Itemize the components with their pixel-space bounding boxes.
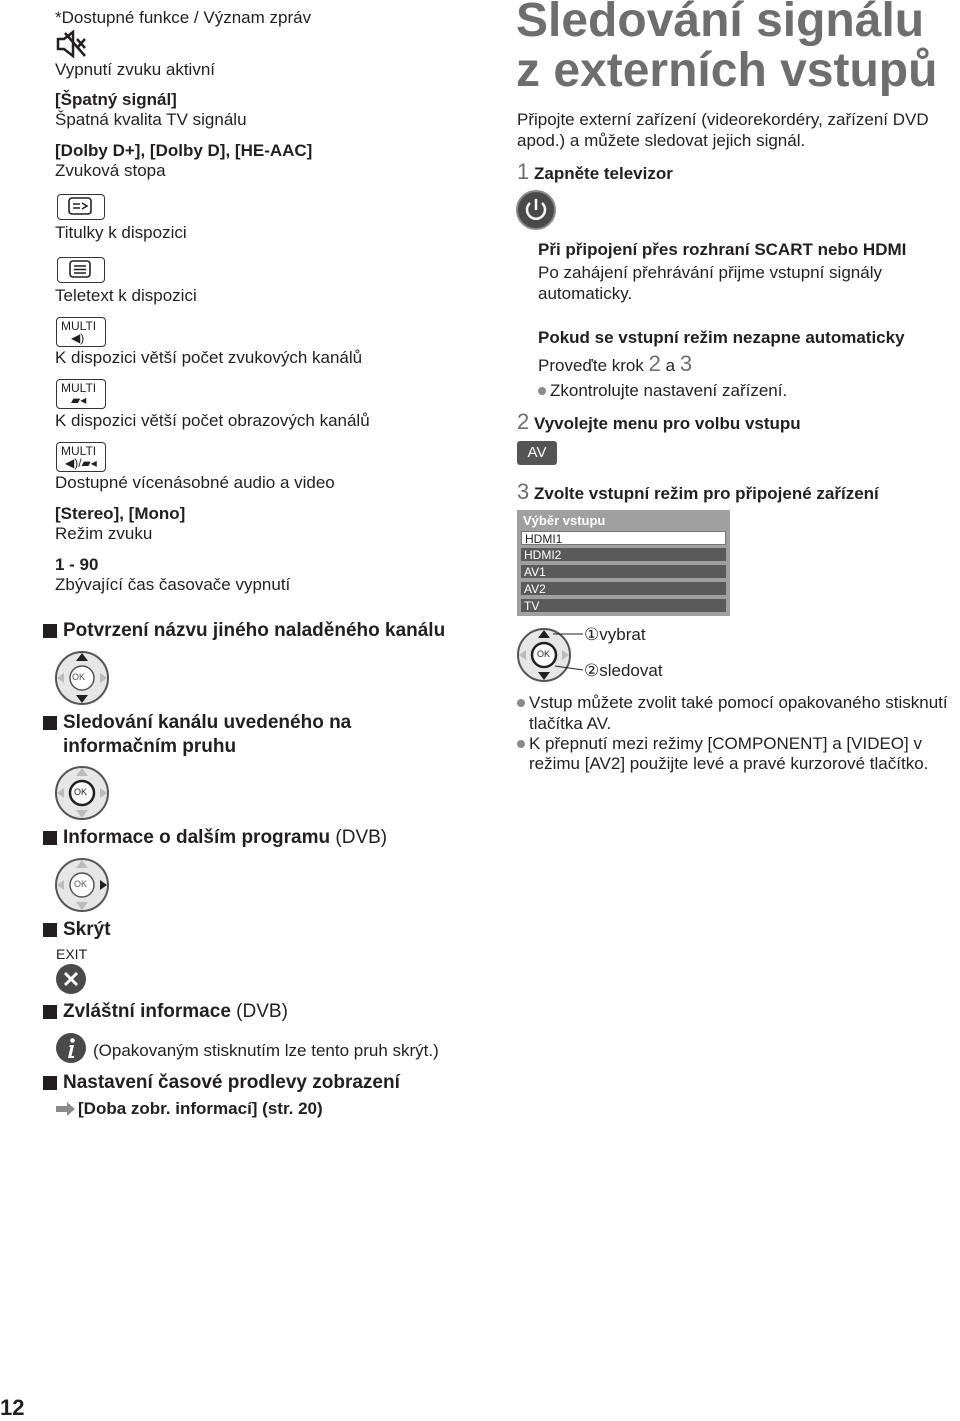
multi-video-text: K dispozici větší počet obrazových kanálů: [55, 411, 370, 430]
menu-title: Výběr vstupu: [523, 513, 606, 528]
intro-line1: Připojte externí zařízení (videorekordéry, zařízení DVD: [517, 110, 929, 129]
subtitles-text: Titulky k dispozici: [55, 223, 187, 242]
section-marker: [43, 1005, 57, 1019]
page-title-line2: z externích vstupů: [516, 44, 938, 97]
section-title-next-program: Informace o dalším programu (DVB): [63, 827, 388, 848]
reference-arrow-icon: [56, 1102, 76, 1116]
section-title-special-info: Zvláštní informace (DVB): [63, 1001, 288, 1022]
step1-heading: 1 Zapněte televizor: [517, 159, 673, 184]
mute-speaker-icon: [55, 30, 89, 58]
noauto-check: Zkontrolujte nastavení zařízení.: [538, 380, 787, 401]
multi-video-icon: [56, 379, 106, 409]
section-title-info-bar-line2: informačním pruhu: [63, 736, 237, 757]
power-button-icon: [516, 190, 558, 232]
menu-item-hdmi2[interactable]: HDMI2: [521, 548, 726, 562]
ok-label: OK: [72, 672, 86, 682]
multi-label: MULTI: [61, 381, 97, 395]
input-selection-menu: [517, 510, 730, 616]
section-marker: [43, 831, 57, 845]
teletext-text: Teletext k dispozici: [55, 286, 197, 305]
bad-signal-text: Špatná kvalita TV signálu: [55, 110, 247, 129]
section-title-hide: Skrýt: [63, 919, 111, 940]
multi-label: MULTI: [61, 319, 97, 333]
timer-text: Zbývající čas časovače vypnutí: [55, 575, 291, 594]
ok-label: OK: [537, 649, 551, 659]
dolby-label: [Dolby D+], [Dolby D], [HE-AAC]: [55, 141, 313, 160]
watch-callout: ②sledovat: [584, 661, 663, 680]
mute-text: Vypnutí zvuku aktivní: [55, 60, 216, 79]
step2-heading: 2 Vyvolejte menu pro volbu vstupu: [517, 409, 801, 434]
page-title-line1: Sledování signálu: [516, 0, 925, 47]
scart-line1: Po zahájení přehrávání přijme vstupní signály: [538, 263, 882, 282]
multi-audio-text: K dispozici větší počet zvukových kanálů: [55, 348, 363, 367]
section-title-info-bar-line1: Sledování kanálu uvedeného na: [63, 712, 352, 733]
stereo-label: [Stereo], [Mono]: [55, 504, 186, 523]
note1-line2: tlačítka AV.: [529, 714, 612, 733]
multi-audio-icon: [56, 317, 106, 347]
section-marker: [43, 624, 57, 638]
menu-item-av1[interactable]: AV1: [521, 565, 726, 579]
info-button-icon: [55, 1032, 89, 1066]
noauto-instruction: Proveďte krok 2 a 3: [538, 351, 693, 376]
ok-label: OK: [74, 879, 88, 889]
stereo-text: Režim zvuku: [55, 524, 153, 543]
bad-signal-label: [Špatný signál]: [55, 90, 177, 109]
multi-av-text: Dostupné vícenásobné audio a video: [55, 473, 335, 492]
multi-label: MULTI: [61, 444, 97, 458]
reference-text: [Doba zobr. informací] (str. 20): [78, 1099, 323, 1118]
exit-button-icon: [55, 963, 89, 997]
timer-label: 1 - 90: [55, 555, 99, 574]
menu-item-tv[interactable]: TV: [521, 599, 726, 613]
subtitles-icon: [57, 194, 105, 220]
scart-title: Při připojení přes rozhraní SCART nebo HDMI: [538, 240, 907, 259]
speaker-camera-icon: ◀)/▰◂: [65, 456, 97, 470]
multi-av-icon: [56, 442, 106, 472]
noauto-title: Pokud se vstupní režim nezapne automaticky: [538, 328, 905, 347]
note2-line2: režimu [AV2] použijte levé a pravé kurzorové tlačítko.: [529, 754, 929, 773]
menu-item-av2[interactable]: AV2: [521, 582, 726, 596]
note2-line1: K přepnutí mezi režimy [COMPONENT] a [VIDEO] v: [517, 733, 922, 754]
teletext-icon: [57, 257, 105, 283]
section-marker: [43, 716, 57, 730]
section-marker: [43, 1076, 57, 1090]
ok-label: OK: [74, 787, 88, 797]
section-title-other-channel: Potvrzení názvu jiného naladěného kanálu: [63, 620, 446, 641]
intro-line2: apod.) a můžete sledovat jejich signál.: [517, 131, 806, 150]
scart-line2: automaticky.: [538, 284, 633, 303]
section-title-display-timeout: Nastavení časové prodlevy zobrazení: [63, 1072, 400, 1093]
select-callout: ①vybrat: [584, 625, 646, 644]
section-marker: [43, 923, 57, 937]
page-number: 12: [0, 1395, 25, 1420]
info-title: *Dostupné funkce / Význam zpráv: [55, 8, 312, 27]
note1-line1: Vstup můžete zvolit také pomocí opakovaného stisknutí: [517, 692, 948, 713]
info-note: (Opakovaným stisknutím lze tento pruh skrýt.): [93, 1041, 439, 1060]
av-button: AV: [517, 441, 557, 465]
step3-heading: 3 Zvolte vstupní režim pro připojené zařízení: [517, 479, 879, 504]
speaker-icon: ◀): [71, 331, 85, 345]
dolby-text: Zvuková stopa: [55, 161, 166, 180]
exit-label: EXIT: [56, 946, 88, 962]
menu-item-hdmi1[interactable]: HDMI1: [521, 531, 726, 545]
camera-icon: ▰◂: [71, 393, 87, 407]
